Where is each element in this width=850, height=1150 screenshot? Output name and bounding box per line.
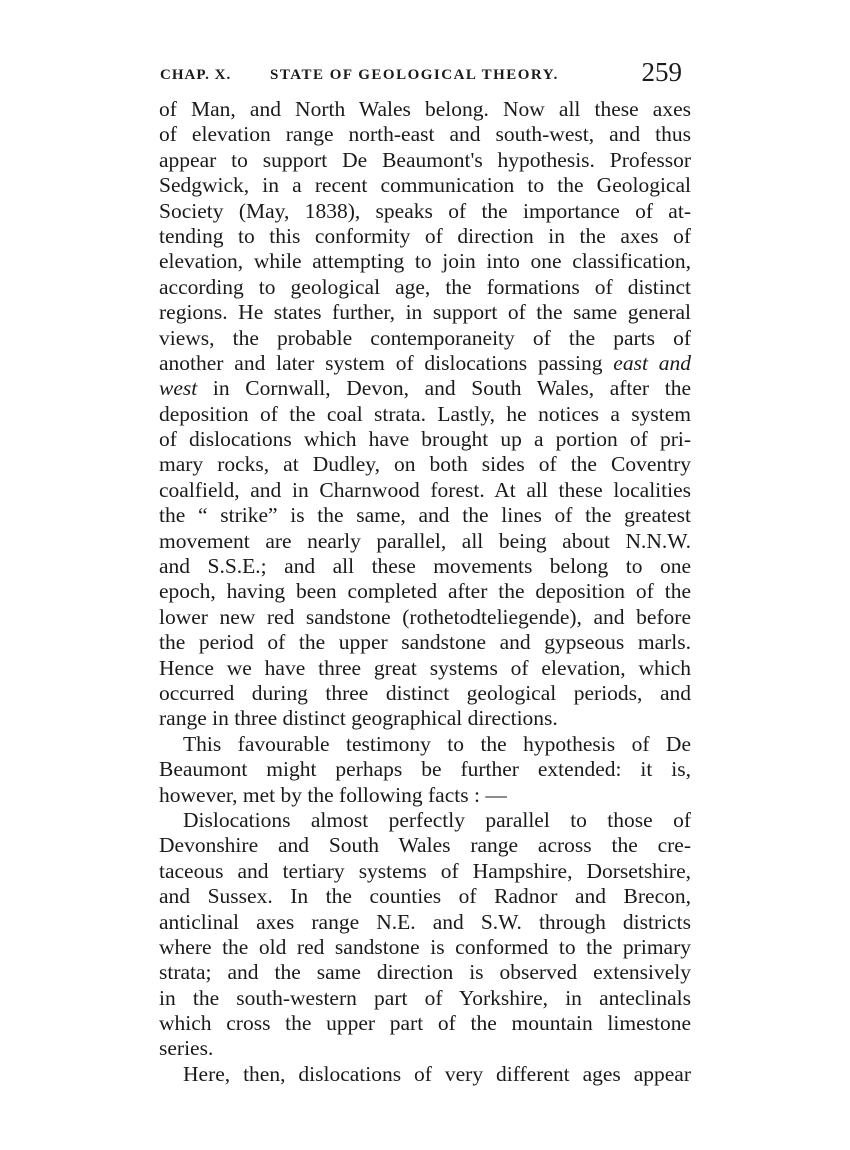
text-line: tending to this conformity of direction in the axes of bbox=[159, 223, 691, 248]
text-line: and S.S.E.; and all these movements belong to one bbox=[159, 554, 691, 579]
text-line: strata; and the same direction is observed extensively bbox=[159, 960, 691, 985]
text-line: which cross the upper part of the mountain limestone bbox=[159, 1011, 691, 1036]
text-line: range in three distinct geographical directions. bbox=[159, 706, 558, 731]
text-line: and Sussex. In the counties of Radnor and Brecon, bbox=[159, 884, 691, 909]
text-line: Beaumont might perhaps be further extended: it is, bbox=[159, 757, 691, 782]
text-line: deposition of the coal strata. Lastly, he notices a system bbox=[159, 401, 691, 426]
text-line: according to geological age, the formations of distinct bbox=[159, 274, 691, 299]
text-line: lower new red sandstone (rothetodteliegende), and before bbox=[159, 604, 691, 629]
running-header bbox=[160, 55, 690, 95]
text-line: the “ strike” is the same, and the lines of the greatest bbox=[159, 503, 691, 528]
text-line: occurred during three distinct geological periods, and bbox=[159, 680, 691, 705]
text-line: series. bbox=[159, 1036, 214, 1061]
text-line: of elevation range north-east and south-west, and thus bbox=[159, 122, 691, 147]
paragraph-start-line: Here, then, dislocations of very different ages appear bbox=[183, 1061, 691, 1086]
running-title: STATE OF GEOLOGICAL THEORY. bbox=[270, 67, 559, 83]
text-line: movement are nearly parallel, all being about N.N.W. bbox=[159, 528, 691, 553]
text-line: where the old red sandstone is conformed to the primary bbox=[159, 934, 691, 959]
text-line: coalfield, and in Charnwood forest. At all these localities bbox=[159, 477, 691, 502]
text-line: the period of the upper sandstone and gypseous marls. bbox=[159, 630, 691, 655]
text-line: mary rocks, at Dudley, on both sides of the Coventry bbox=[159, 452, 691, 477]
text-line: regions. He states further, in support of the same general bbox=[159, 300, 691, 325]
text-line-with-italic bbox=[159, 351, 691, 376]
chapter-label: CHAP. X. bbox=[160, 67, 232, 83]
text-line: Sedgwick, in a recent communication to the Geological bbox=[159, 173, 691, 198]
text-line: anticlinal axes range N.E. and S.W. through districts bbox=[159, 909, 691, 934]
text-line: however, met by the following facts : — bbox=[159, 782, 507, 807]
text-line: views, the probable contemporaneity of the parts of bbox=[159, 325, 691, 350]
paragraph-start-line: Dislocations almost perfectly parallel to those of bbox=[183, 807, 691, 832]
body-text bbox=[159, 97, 691, 1087]
text-line: elevation, while attempting to join into one classification, bbox=[159, 249, 691, 274]
italic-phrase: east and bbox=[613, 350, 691, 375]
text-line: Devonshire and South Wales range across the cre- bbox=[159, 833, 691, 858]
italic-phrase: west bbox=[159, 376, 198, 401]
paragraph-start-line: This favourable testimony to the hypothesis of De bbox=[183, 731, 691, 756]
text-line: in the south-western part of Yorkshire, in anteclinals bbox=[159, 985, 691, 1010]
text-line: appear to support De Beaumont's hypothesis. Professor bbox=[159, 147, 691, 172]
text-line: of dislocations which have brought up a portion of pri- bbox=[159, 427, 691, 452]
text-line: Hence we have three great systems of elevation, which bbox=[159, 655, 691, 680]
text-line: of Man, and North Wales belong. Now all these axes bbox=[159, 97, 691, 121]
text-line-with-italic bbox=[159, 376, 691, 401]
text-line: epoch, having been completed after the deposition of the bbox=[159, 579, 691, 604]
text-line: taceous and tertiary systems of Hampshire, Dorsetshire, bbox=[159, 858, 691, 883]
text-segment: another and later system of dislocations passing bbox=[159, 350, 603, 375]
text-line: Society (May, 1838), speaks of the importance of at- bbox=[159, 198, 691, 223]
text-segment: in Cornwall, Devon, and South Wales, after the bbox=[212, 376, 691, 401]
page-number: 259 bbox=[641, 57, 682, 87]
